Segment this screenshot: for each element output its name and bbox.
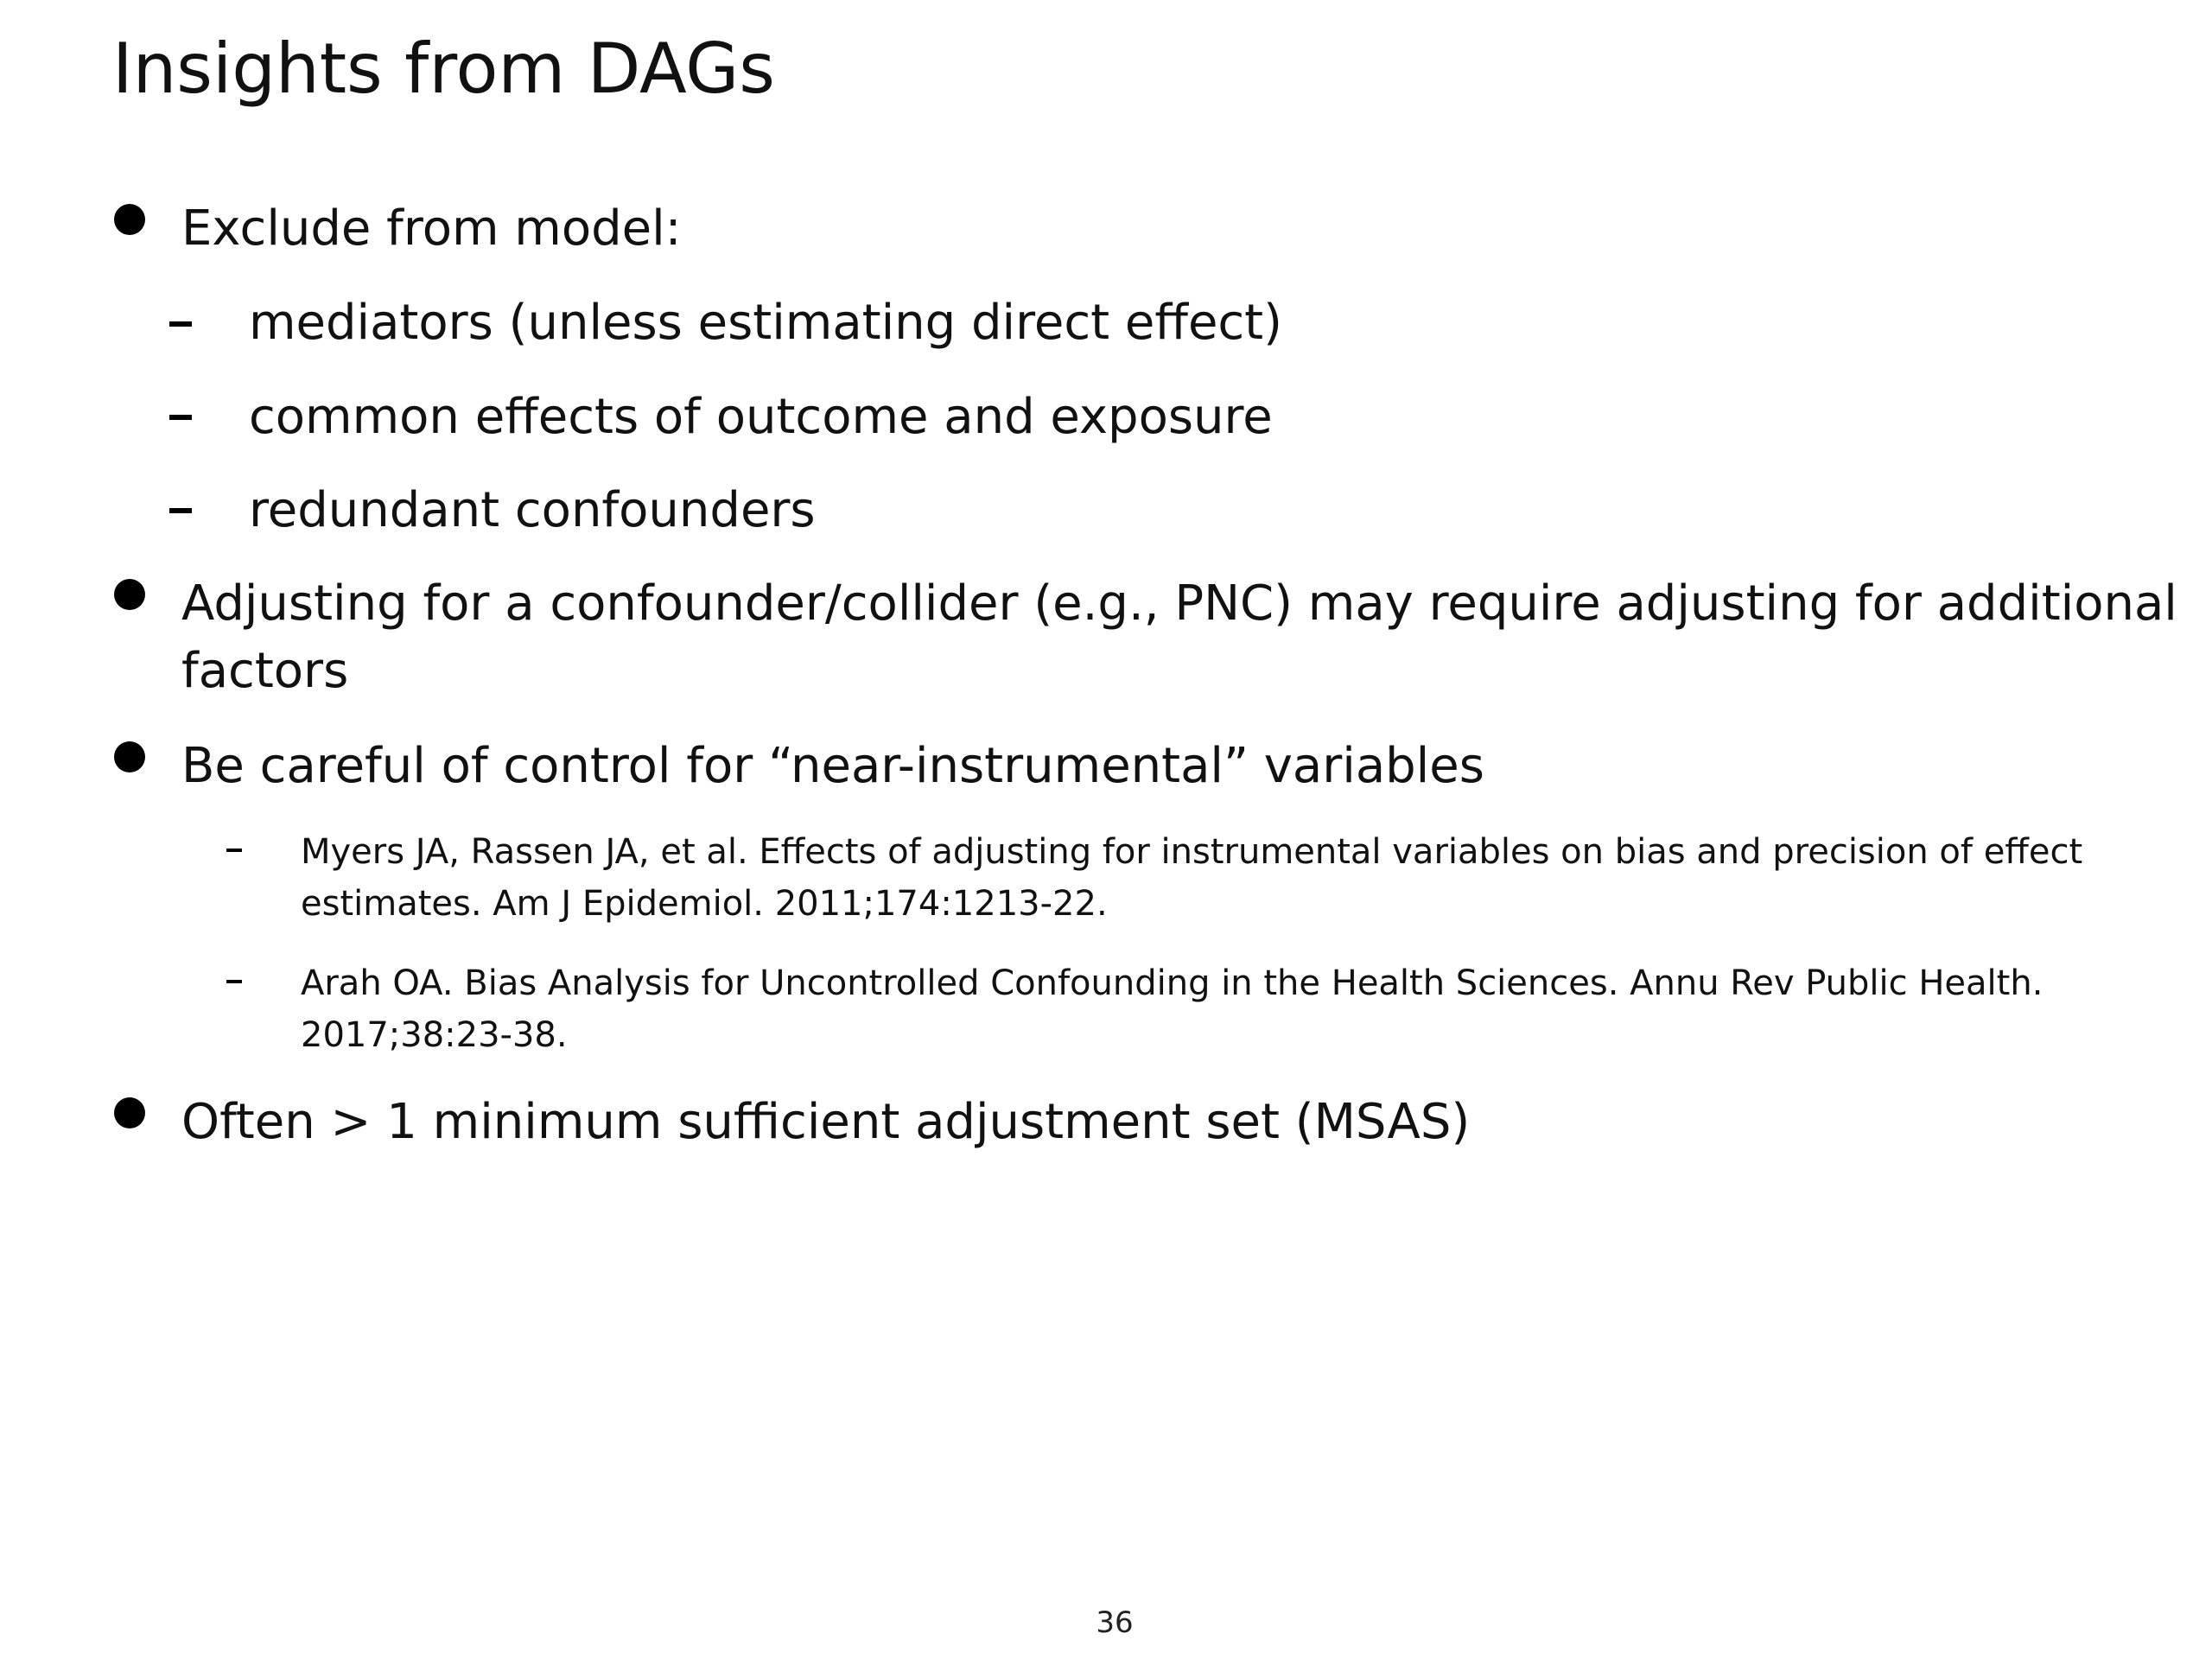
- bullet-dot-icon: [114, 1097, 145, 1128]
- bullet-dot-icon: [114, 579, 145, 610]
- bullet-text: mediators (unless estimating direct effect): [249, 295, 1282, 351]
- dash-icon: [169, 508, 192, 513]
- dash-icon: [169, 321, 192, 327]
- slide-title: Insights from DAGs: [112, 29, 775, 109]
- bullet-text: common effects of outcome and exposure: [249, 389, 1273, 445]
- reference-text-continued: estimates. Am J Epidemiol. 2011;174:1213-22.: [301, 884, 1108, 924]
- reference-text: Myers JA, Rassen JA, et al. Effects of adjusting for instrumental variables on bias and precision of effect: [301, 832, 2083, 872]
- bullet-text-continued: factors: [181, 643, 349, 699]
- bullet-dot-icon: [114, 204, 145, 235]
- bullet-text: Adjusting for a confounder/collider (e.g., PNC) may require adjusting for additional: [181, 575, 2177, 632]
- reference-text-continued: 2017;38:23-38.: [301, 1015, 568, 1055]
- dash-icon: [226, 849, 242, 852]
- dash-icon: [226, 980, 242, 983]
- bullet-text: Exclude from model:: [181, 200, 682, 257]
- bullet-text: Often > 1 minimum sufficient adjustment set (MSAS): [181, 1094, 1471, 1150]
- bullet-dot-icon: [114, 741, 145, 772]
- bullet-text: Be careful of control for “near-instrumental” variables: [181, 738, 1484, 794]
- bullet-text: redundant confounders: [249, 482, 816, 538]
- page-number: 36: [1096, 1605, 1134, 1640]
- reference-text: Arah OA. Bias Analysis for Uncontrolled Confounding in the Health Sciences. Annu Rev Public Health.: [301, 963, 2044, 1003]
- dash-icon: [169, 415, 192, 420]
